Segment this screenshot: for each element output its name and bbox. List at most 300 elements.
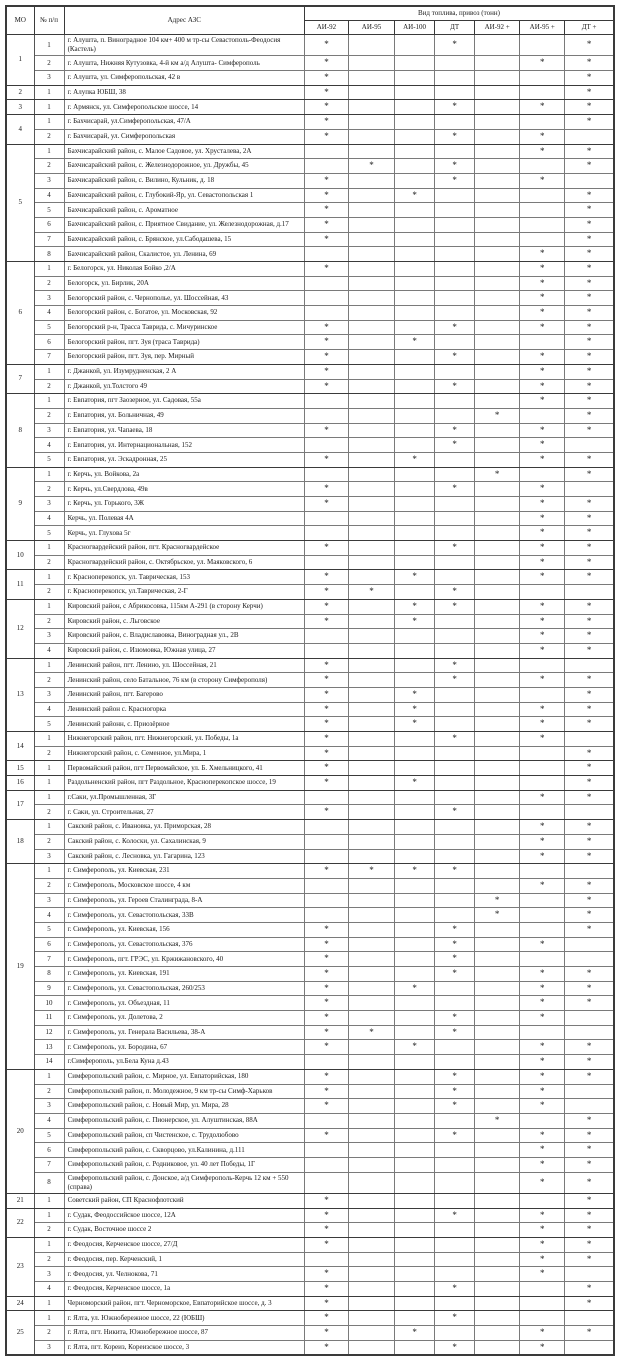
fuel-mark-cell [395,100,435,115]
fuel-mark-cell [565,173,614,188]
address-cell: Бахчисарайский район, с. Малое Садовое, ул. Хрусталева, 2А [64,144,304,159]
fuel-mark-cell [348,599,394,614]
table-row [6,1172,614,1193]
fuel-mark-cell: * [435,173,475,188]
fuel-mark-cell [435,761,475,776]
fuel-mark-cell [395,497,435,512]
row-number-cell: 1 [34,790,64,805]
fuel-mark-cell: * [565,408,614,423]
fuel-mark-cell: * [304,188,348,203]
address-cell: Бахчисарайский район, с. Приятное Свидание, ул. Железнодорожная, д.17 [64,217,304,232]
table-row [6,1193,614,1208]
header-fuel-ai100: АИ-100 [395,21,435,35]
table-row [6,452,614,467]
table-row [6,981,614,996]
fuel-mark-cell [435,1172,475,1193]
fuel-mark-cell: * [304,702,348,717]
fuel-mark-cell [475,1340,520,1355]
fuel-mark-cell: * [565,262,614,277]
fuel-mark-cell: * [565,1281,614,1296]
fuel-mark-cell: * [565,1128,614,1143]
table-row [6,1025,614,1040]
fuel-mark-cell [395,1252,435,1267]
address-cell: Симферопольский район, сп Чистенское, с. Трудолюбово [64,1128,304,1143]
address-cell: г. Судак, Феодоссийское шоссе, 12А [64,1208,304,1223]
fuel-mark-cell [304,511,348,526]
fuel-mark-cell [348,1055,394,1070]
fuel-mark-cell: * [395,452,435,467]
fuel-mark-cell [475,232,520,247]
fuel-mark-cell: * [304,1208,348,1223]
fuel-mark-cell: * [565,1193,614,1208]
fuel-mark-cell [475,981,520,996]
table-row [6,1223,614,1238]
fuel-mark-cell [475,952,520,967]
fuel-mark-cell: * [435,673,475,688]
address-cell: Белогорский район, пгт. Зуя (траса Таврида) [64,335,304,350]
fuel-mark-cell [520,71,565,86]
fuel-mark-cell [348,320,394,335]
fuel-mark-cell [475,1252,520,1267]
fuel-mark-cell: * [395,614,435,629]
fuel-mark-cell: * [304,776,348,791]
fuel-mark-cell [348,144,394,159]
fuel-mark-cell: * [435,732,475,747]
fuel-mark-cell [435,115,475,130]
fuel-mark-cell [475,203,520,218]
fuel-mark-cell: * [304,1340,348,1355]
fuel-mark-cell: * [565,511,614,526]
fuel-mark-cell: * [520,394,565,409]
row-number-cell: 2 [34,379,64,394]
fuel-mark-cell [565,937,614,952]
fuel-mark-cell: * [304,173,348,188]
row-number-cell: 13 [34,1040,64,1055]
fuel-mark-cell [395,805,435,820]
fuel-mark-cell [475,599,520,614]
fuel-mark-cell: * [435,1025,475,1040]
row-number-cell: 3 [34,423,64,438]
fuel-mark-cell [395,585,435,600]
row-number-cell: 4 [34,438,64,453]
address-cell: Ленинский район, пгт. Багерово [64,687,304,702]
fuel-mark-cell [395,555,435,570]
row-number-cell: 5 [34,203,64,218]
address-cell: г. Джанкой, ул.Толстого 49 [64,379,304,394]
fuel-mark-cell [475,364,520,379]
fuel-mark-cell [348,306,394,321]
fuel-mark-cell: * [520,702,565,717]
table-row [6,511,614,526]
row-number-cell: 2 [34,482,64,497]
fuel-mark-cell [475,864,520,879]
table-row [6,291,614,306]
fuel-mark-cell [304,849,348,864]
fuel-mark-cell: * [565,71,614,86]
row-number-cell: 7 [34,232,64,247]
fuel-mark-cell [435,614,475,629]
fuel-mark-cell [395,35,435,56]
fuel-mark-cell [395,423,435,438]
address-cell: г. Керчь, ул. Войкова, 2а [64,467,304,482]
fuel-mark-cell: * [435,599,475,614]
fuel-mark-cell [395,276,435,291]
fuel-mark-cell [435,526,475,541]
row-number-cell: 1 [34,570,64,585]
table-row [6,173,614,188]
fuel-mark-cell [348,291,394,306]
fuel-mark-cell: * [520,629,565,644]
fuel-mark-cell [435,908,475,923]
address-cell: Сакский район, с. Колоски, ул. Сахалинская, 9 [64,834,304,849]
fuel-mark-cell: * [520,1172,565,1193]
table-row [6,1069,614,1084]
mo-cell: 13 [6,658,34,731]
address-cell: Черноморский район, пгт. Черноморское, Евпаторийское шоссе, д. 3 [64,1296,304,1311]
fuel-mark-cell: * [304,1040,348,1055]
fuel-mark-cell: * [565,467,614,482]
row-number-cell: 2 [34,1223,64,1238]
fuel-mark-cell [348,394,394,409]
fuel-mark-cell [304,1055,348,1070]
fuel-mark-cell: * [565,849,614,864]
fuel-mark-cell [348,232,394,247]
mo-cell: 1 [6,35,34,86]
fuel-mark-cell: * [304,232,348,247]
row-number-cell: 2 [34,129,64,144]
row-number-cell: 1 [34,658,64,673]
fuel-mark-cell: * [565,100,614,115]
fuel-mark-cell [348,1237,394,1252]
table-row [6,247,614,262]
fuel-mark-cell [348,482,394,497]
fuel-mark-cell [565,482,614,497]
fuel-mark-cell [395,467,435,482]
row-number-cell: 6 [34,937,64,952]
row-number-cell: 3 [34,893,64,908]
fuel-mark-cell [348,467,394,482]
fuel-mark-cell [475,746,520,761]
fuel-mark-cell [475,335,520,350]
fuel-mark-cell [348,820,394,835]
fuel-mark-cell [348,922,394,937]
fuel-mark-cell: * [395,335,435,350]
fuel-mark-cell [395,790,435,805]
fuel-mark-cell [475,511,520,526]
row-number-cell: 2 [34,56,64,71]
mo-cell: 10 [6,541,34,570]
fuel-mark-cell: * [435,864,475,879]
fuel-mark-cell [348,56,394,71]
fuel-mark-cell: * [565,1326,614,1341]
table-row [6,599,614,614]
row-number-cell: 1 [34,1208,64,1223]
fuel-mark-cell: * [565,570,614,585]
fuel-mark-cell [348,379,394,394]
row-number-cell: 2 [34,159,64,174]
table-row [6,438,614,453]
row-number-cell: 2 [34,746,64,761]
fuel-mark-cell [304,144,348,159]
fuel-mark-cell [520,761,565,776]
fuel-mark-cell: * [565,1069,614,1084]
table-row [6,1055,614,1070]
table-row [6,129,614,144]
fuel-mark-cell: * [304,673,348,688]
fuel-mark-cell [520,188,565,203]
fuel-mark-cell [348,1340,394,1355]
fuel-mark-cell [395,320,435,335]
fuel-mark-cell: * [520,511,565,526]
mo-cell: 16 [6,776,34,791]
fuel-mark-cell [304,291,348,306]
mo-cell: 24 [6,1296,34,1311]
row-number-cell: 1 [34,776,64,791]
fuel-mark-cell [348,790,394,805]
table-row [6,1113,614,1128]
fuel-mark-cell: * [565,922,614,937]
fuel-mark-cell [435,335,475,350]
table-row [6,1040,614,1055]
fuel-mark-cell [348,849,394,864]
address-cell: Ленинский район, село Батальное, 76 км (в сторону Симферополя) [64,673,304,688]
fuel-mark-cell: * [520,452,565,467]
fuel-mark-cell: * [565,776,614,791]
fuel-mark-cell [435,56,475,71]
row-number-cell: 1 [34,1237,64,1252]
fuel-mark-cell [475,1128,520,1143]
table-row [6,423,614,438]
fuel-mark-cell [304,408,348,423]
fuel-mark-cell [520,776,565,791]
fuel-mark-cell: * [520,247,565,262]
address-cell: г. Симферополь, ул. Бородина, 67 [64,1040,304,1055]
fuel-mark-cell [475,1040,520,1055]
fuel-mark-cell [348,452,394,467]
fuel-mark-cell [348,526,394,541]
fuel-mark-cell [475,1143,520,1158]
fuel-mark-cell [395,511,435,526]
fuel-mark-cell: * [520,849,565,864]
row-number-cell: 5 [34,922,64,937]
address-cell: г. Симферополь, ул. Долетова, 2 [64,1011,304,1026]
fuel-mark-cell: * [395,1040,435,1055]
header-fuel-ai95-plus: АИ-95 + [520,21,565,35]
fuel-mark-cell [435,570,475,585]
fuel-mark-cell: * [520,1223,565,1238]
fuel-mark-cell [395,408,435,423]
address-cell: Кировский район, с. Льговское [64,614,304,629]
row-number-cell: 2 [34,834,64,849]
fuel-mark-cell [395,1011,435,1026]
fuel-mark-cell [304,908,348,923]
fuel-mark-cell: * [304,1223,348,1238]
header-num: № п/п [34,6,64,35]
fuel-mark-cell [395,746,435,761]
fuel-mark-cell [435,364,475,379]
fuel-mark-cell [348,1011,394,1026]
fuel-mark-cell: * [304,570,348,585]
fuel-mark-cell [435,746,475,761]
table-row [6,585,614,600]
fuel-mark-cell: * [435,1311,475,1326]
fuel-mark-cell [348,776,394,791]
table-row [6,217,614,232]
fuel-mark-cell [348,115,394,130]
fuel-mark-cell: * [435,320,475,335]
fuel-mark-cell [435,834,475,849]
fuel-mark-cell: * [565,541,614,556]
fuel-mark-cell [520,908,565,923]
fuel-mark-cell: * [435,1128,475,1143]
fuel-mark-cell: * [565,599,614,614]
fuel-mark-cell [395,394,435,409]
table-row [6,497,614,512]
fuel-mark-cell [435,643,475,658]
row-number-cell: 1 [34,1296,64,1311]
table-row [6,159,614,174]
fuel-mark-cell [435,306,475,321]
address-cell: г. Евпатория, пгт Заозерное, ул. Садовая, 55а [64,394,304,409]
table-row [6,1237,614,1252]
fuel-mark-cell [304,878,348,893]
fuel-mark-cell [348,570,394,585]
row-number-cell: 3 [34,71,64,86]
fuel-mark-cell [304,438,348,453]
fuel-mark-cell [348,732,394,747]
fuel-mark-cell [395,1281,435,1296]
fuel-mark-cell [304,1143,348,1158]
fuel-mark-cell: * [304,262,348,277]
fuel-mark-cell: * [475,893,520,908]
fuel-mark-cell: * [304,129,348,144]
fuel-mark-cell [395,1172,435,1193]
address-cell: г. Феодосия, Керченское шоссе, 1а [64,1281,304,1296]
table-row [6,996,614,1011]
fuel-mark-cell [348,996,394,1011]
fuel-mark-cell: * [304,1281,348,1296]
fuel-mark-cell: * [304,922,348,937]
fuel-mark-cell: * [304,981,348,996]
fuel-mark-cell [520,1113,565,1128]
address-cell: Ленинский район с. Красногорка [64,702,304,717]
row-number-cell: 2 [34,1326,64,1341]
address-cell: Красногвардейский район, пгт. Красногвардейское [64,541,304,556]
fuel-mark-cell [475,452,520,467]
fuel-mark-cell [395,967,435,982]
fuel-mark-cell: * [565,144,614,159]
fuel-mark-cell: * [520,981,565,996]
fuel-mark-cell: * [565,276,614,291]
fuel-mark-cell [435,85,475,100]
fuel-mark-cell: * [565,291,614,306]
fuel-mark-cell: * [304,585,348,600]
fuel-mark-cell: * [565,526,614,541]
fuel-mark-cell [475,1099,520,1114]
fuel-mark-cell: * [565,981,614,996]
fuel-mark-cell: * [435,585,475,600]
address-cell: Керчь, ул. Глухова 5г [64,526,304,541]
fuel-mark-cell [348,1267,394,1282]
fuel-mark-cell [348,908,394,923]
address-cell: Белогорский р-н, Трасса Таврида, с. Мичуринское [64,320,304,335]
table-row [6,790,614,805]
fuel-mark-cell: * [565,820,614,835]
fuel-mark-cell: * [520,1099,565,1114]
fuel-mark-cell [520,746,565,761]
header-fuel-ai95: АИ-95 [348,21,394,35]
fuel-mark-cell [520,864,565,879]
fuel-mark-cell: * [435,100,475,115]
row-number-cell: 7 [34,1157,64,1172]
row-number-cell: 5 [34,717,64,732]
table-row [6,746,614,761]
row-number-cell: 6 [34,217,64,232]
fuel-mark-cell [475,1157,520,1172]
fuel-mark-cell [395,129,435,144]
row-number-cell: 3 [34,291,64,306]
fuel-mark-cell: * [304,379,348,394]
fuel-mark-cell [348,85,394,100]
address-cell: Нижнегорский район, с. Семенное, ул.Мира, 1 [64,746,304,761]
fuel-mark-cell [475,159,520,174]
fuel-mark-cell [348,35,394,56]
fuel-mark-cell: * [565,232,614,247]
address-cell: г. Джанкой, ул. Изумрудненская, 2 А [64,364,304,379]
fuel-mark-cell [520,952,565,967]
row-number-cell: 2 [34,1252,64,1267]
fuel-mark-cell [395,673,435,688]
row-number-cell: 4 [34,643,64,658]
table-row [6,1099,614,1114]
fuel-mark-cell [395,217,435,232]
fuel-mark-cell [435,276,475,291]
fuel-mark-cell: * [304,423,348,438]
address-cell: г. Симферополь, ул. Киевская, 156 [64,922,304,937]
address-cell: г. Алупка ЮБШ, 38 [64,85,304,100]
fuel-mark-cell [475,1237,520,1252]
fuel-mark-cell [520,1281,565,1296]
fuel-mark-cell [395,761,435,776]
row-number-cell: 1 [34,820,64,835]
fuel-mark-cell [435,291,475,306]
address-cell: Симферопольский район, с. Донское, а/д Симферополь-Керчь 12 км + 550 (справа) [64,1172,304,1193]
address-cell: г. Алушта, ул. Симферопольская, 42 в [64,71,304,86]
fuel-mark-cell [395,820,435,835]
fuel-mark-cell [475,144,520,159]
table-row [6,820,614,835]
mo-cell: 21 [6,1193,34,1208]
fuel-mark-cell: * [565,717,614,732]
address-cell: г. Евпатория, ул. Эскадронная, 25 [64,452,304,467]
address-cell: Бахчисарайский район, с. Глубокий-Яр, ул. Севастопольская 1 [64,188,304,203]
fuel-mark-cell [395,159,435,174]
fuel-mark-cell: * [520,614,565,629]
address-cell: г. Керчь, ул. Горького, 3Ж [64,497,304,512]
fuel-mark-cell: * [304,614,348,629]
fuel-mark-cell [395,1157,435,1172]
row-number-cell: 3 [34,629,64,644]
address-cell: г. Евпатория, ул. Чапаева, 18 [64,423,304,438]
row-number-cell: 11 [34,1011,64,1026]
fuel-mark-cell [475,687,520,702]
fuel-mark-cell: * [435,129,475,144]
fuel-mark-cell [395,1223,435,1238]
fuel-mark-cell [475,35,520,56]
fuel-mark-cell: * [304,1025,348,1040]
fuel-mark-cell [435,629,475,644]
row-number-cell: 8 [34,247,64,262]
